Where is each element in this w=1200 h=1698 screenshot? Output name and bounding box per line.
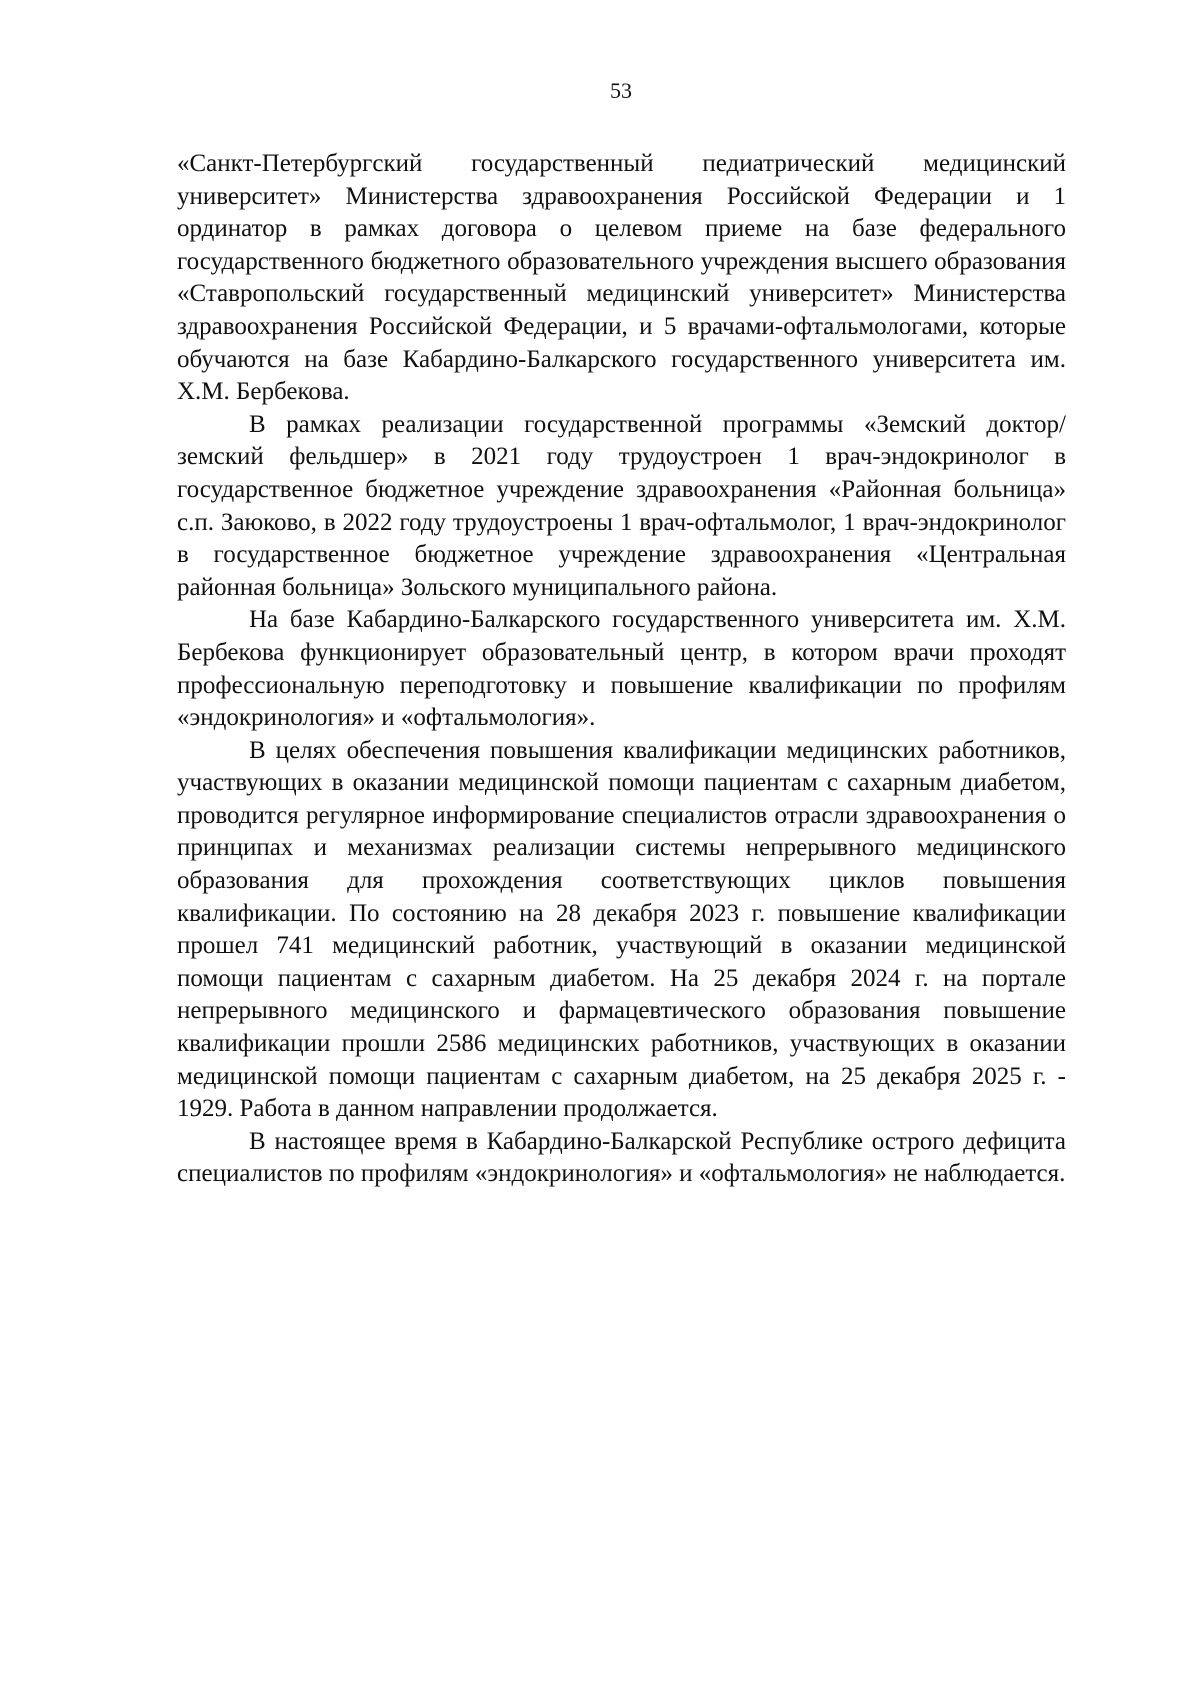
document-body bbox=[177, 148, 1066, 1191]
paragraph: На базе Кабардино-Балкарского государственного университета им. Х.М. Бербекова функционирует образовательный центр, в котором врачи проходят профессиональную переподготовку и повышение квалификации по профилям «эндокринология» и «офтальмология». bbox=[177, 606, 1066, 732]
page-number: 53 bbox=[610, 78, 632, 103]
paragraph: В настоящее время в Кабардино-Балкарской Республике острого дефицита специалистов по профилям «эндокринология» и «офтальмология» не наблюдается. bbox=[177, 1127, 1066, 1188]
paragraph: «Санкт-Петербургский государственный педиатрический медицинский университет» Министерства здравоохранения Российской Федерации и 1 ординатор в рамках договора о целевом приеме на базе федерального государственного бюджетного образовательного учреждения высшего образования «Ставропольский государственный медицинский университет» Министерства здравоохранения Российской Федерации, и 5 врачами-офтальмологами, которые обучаются на базе Кабардино-Балкарского государственного университета им. Х.М. Бербекова. bbox=[177, 150, 1066, 406]
paragraph: В рамках реализации государственной программы «Земский доктор/земский фельдшер» в 2021 году трудоустроен 1 врач-эндокринолог в государственное бюджетное учреждение здравоохранения «Районная больница» с.п. Заюково, в 2022 году трудоустроены 1 врач-офтальмолог, 1 врач-эндокринолог в государственное бюджетное учреждение здравоохранения «Центральная районная больница» Зольского муниципального района. bbox=[177, 410, 1066, 601]
paragraph: В целях обеспечения повышения квалификации медицинских работников, участвующих в оказании медицинской помощи пациентам с сахарным диабетом, проводится регулярное информирование специалистов отрасли здравоохранения о принципах и механизмах реализации системы непрерывного медицинского образования для прохождения соответствующих циклов повышения квалификации. По состоянию на 28 декабря 2023 г. повышение квалификации прошел 741 медицинский работник, участвующий в оказании медицинской помощи пациентам с сахарным диабетом. На 25 декабря 2024 г. на портале непрерывного медицинского и фармацевтического образования повышение квалификации прошли 2586 медицинских работников, участвующих в оказании медицинской помощи пациентам с сахарным диабетом, на 25 декабря 2025 г. - 1929. Работа в данном направлении продолжается. bbox=[177, 736, 1066, 1123]
